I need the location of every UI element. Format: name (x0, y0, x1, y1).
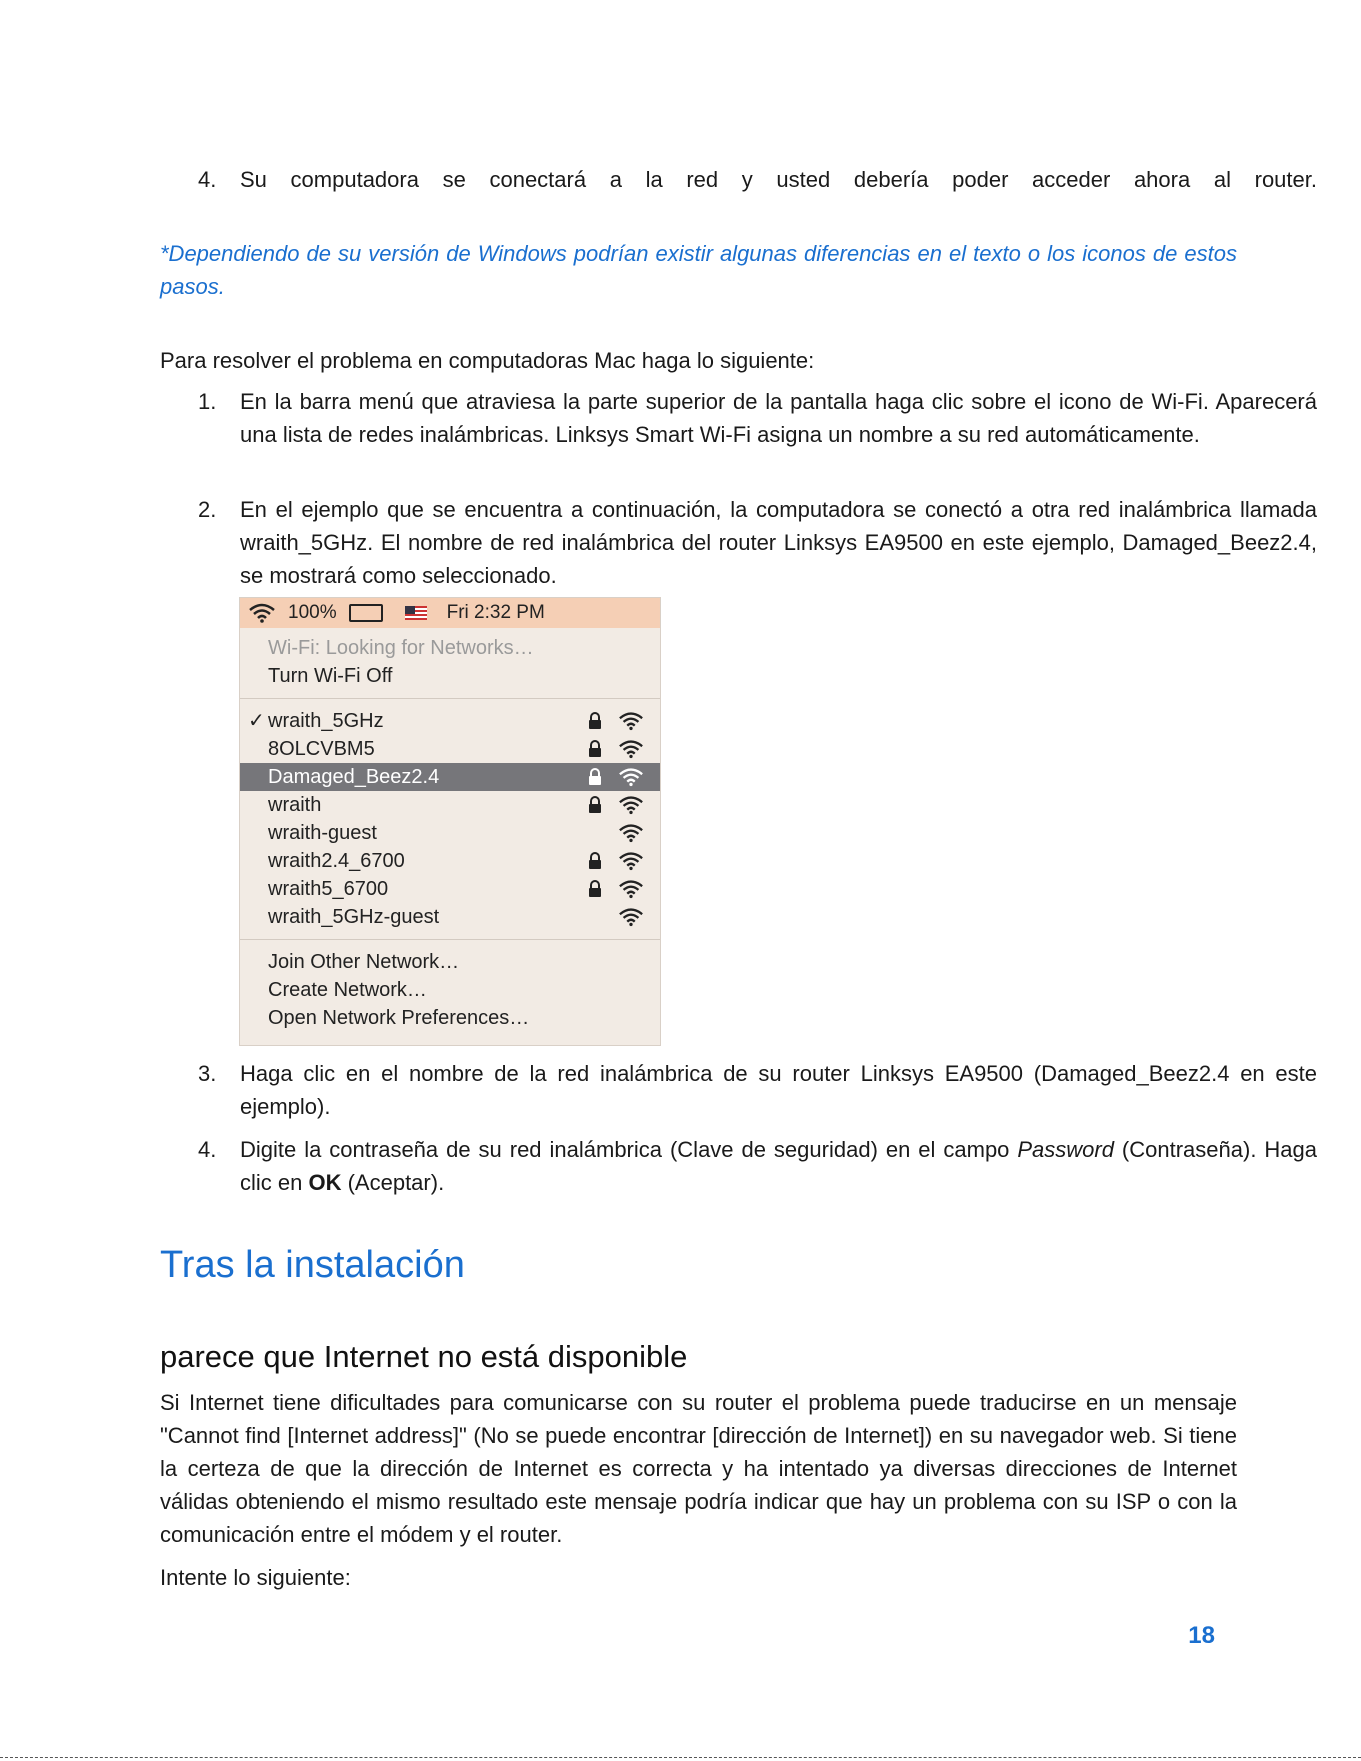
lock-icon (588, 852, 602, 870)
network-list (240, 707, 660, 931)
mac-step-3 (160, 1057, 1317, 1123)
wifi-signal-icon (618, 767, 644, 787)
wifi-signal-icon (618, 823, 644, 843)
turn-wifi-off[interactable]: Turn Wi-Fi Off (268, 665, 393, 687)
lock-icon (588, 712, 602, 730)
step-text: En el ejemplo que se encuentra a continuación, la computadora se conectó a otra red inalámbrica llamada wraith_5GHz. El nombre de red inalámbrica del router Linksys EA9500 en este ejemplo, Damaged_Beez2.4, se mostrará como seleccionado. (240, 497, 1317, 588)
flag-icon (405, 606, 427, 620)
step-number: 2. (198, 497, 217, 522)
password-term: Password (1017, 1137, 1114, 1162)
network-item[interactable] (240, 735, 660, 763)
lock-icon (588, 768, 602, 786)
menu-actions (240, 948, 660, 1032)
network-item[interactable] (240, 875, 660, 903)
wifi-signal-icon (618, 851, 644, 871)
wifi-signal-icon (618, 879, 644, 899)
network-item[interactable] (240, 763, 660, 791)
step-number: 4. (198, 1137, 217, 1162)
step-text-part: (Contraseña). Haga clic en (240, 1137, 1317, 1195)
network-name: wraith-guest (268, 822, 377, 844)
network-item[interactable] (240, 707, 660, 735)
menu-clock: Fri 2:32 PM (446, 602, 545, 623)
page-number: 18 (1188, 1622, 1215, 1649)
network-item[interactable] (240, 819, 660, 847)
lock-icon (588, 796, 602, 814)
windows-note: *Dependiendo de su versión de Windows podrían existir algunas diferencias en el texto o los iconos de estos pasos. (160, 241, 1237, 299)
network-item[interactable] (240, 847, 660, 875)
menu-action-item[interactable]: Open Network Preferences… (268, 1007, 530, 1029)
step-text-part: (Aceptar). (341, 1170, 445, 1195)
wifi-status: Wi-Fi: Looking for Networks… (268, 637, 534, 659)
menu-action-item[interactable]: Join Other Network… (268, 951, 460, 973)
mac-step-4 (160, 1133, 1317, 1199)
network-name: wraith_5GHz (268, 710, 384, 732)
step-text (240, 1133, 1317, 1199)
try-following: Intente lo siguiente: (160, 1565, 351, 1590)
footer-divider (0, 1757, 1361, 1758)
lock-icon (588, 740, 602, 758)
ok-term: OK (308, 1170, 342, 1195)
checkmark-icon: ✓ (248, 710, 265, 732)
battery-icon (349, 604, 383, 622)
menu-divider (240, 698, 660, 699)
network-item[interactable] (240, 903, 660, 931)
wifi-menu-screenshot (240, 598, 660, 1045)
wifi-icon[interactable] (248, 603, 276, 623)
network-name: Damaged_Beez2.4 (268, 766, 440, 788)
step-text: Su computadora se conectará a la red y usted debería poder acceder ahora al router. (240, 167, 1317, 192)
network-name: wraith_5GHz-guest (268, 906, 440, 928)
battery-percent: 100% (288, 602, 337, 623)
step-number: 4. (198, 167, 217, 192)
network-name: wraith5_6700 (268, 878, 389, 900)
step-text: Haga clic en el nombre de la red inalámbrica de su router Linksys EA9500 (Damaged_Beez2.4 en este ejemplo). (240, 1061, 1317, 1119)
section-subheading: parece que Internet no está disponible (160, 1339, 688, 1374)
mac-step-1 (160, 385, 1317, 451)
step-text-part: Digite la contraseña de su red inalámbrica (Clave de seguridad) en el campo (240, 1137, 1018, 1162)
wifi-signal-icon (618, 711, 644, 731)
step-number: 3. (198, 1061, 217, 1086)
body-paragraph: Si Internet tiene dificultades para comunicarse con su router el problema puede traducirse en un mensaje "Cannot find [Internet address]" (No se puede encontrar [dirección de Internet]) en su navegador web. Si tiene la certeza de que la dirección de Internet es correcta y ha intentado ya diversas direcciones de Internet válidas obteniendo el mismo resultado este mensaje podría indicar que hay un problema con su ISP o con la comunicación entre el módem y el router. (160, 1390, 1237, 1547)
menu-bar (240, 598, 660, 628)
step-number: 1. (198, 389, 217, 414)
network-name: wraith2.4_6700 (268, 850, 405, 872)
section-heading: Tras la instalación (160, 1244, 465, 1286)
step-text: En la barra menú que atraviesa la parte superior de la pantalla haga clic sobre el icono de Wi-Fi. Aparecerá una lista de redes inalámbricas. Linksys Smart Wi-Fi asigna un nombre a su red automáticamente. (240, 389, 1317, 447)
network-item[interactable] (240, 791, 660, 819)
network-name: 8OLCVBM5 (268, 738, 375, 760)
mac-step-2 (160, 493, 1317, 592)
lock-icon (588, 880, 602, 898)
wifi-signal-icon (618, 739, 644, 759)
wifi-signal-icon (618, 907, 644, 927)
step-4-top (160, 163, 1317, 196)
network-name: wraith (268, 794, 322, 816)
mac-intro: Para resolver el problema en computadoras Mac haga lo siguiente: (160, 348, 815, 373)
menu-divider (240, 939, 660, 940)
menu-action-item[interactable]: Create Network… (268, 979, 427, 1001)
wifi-signal-icon (618, 795, 644, 815)
